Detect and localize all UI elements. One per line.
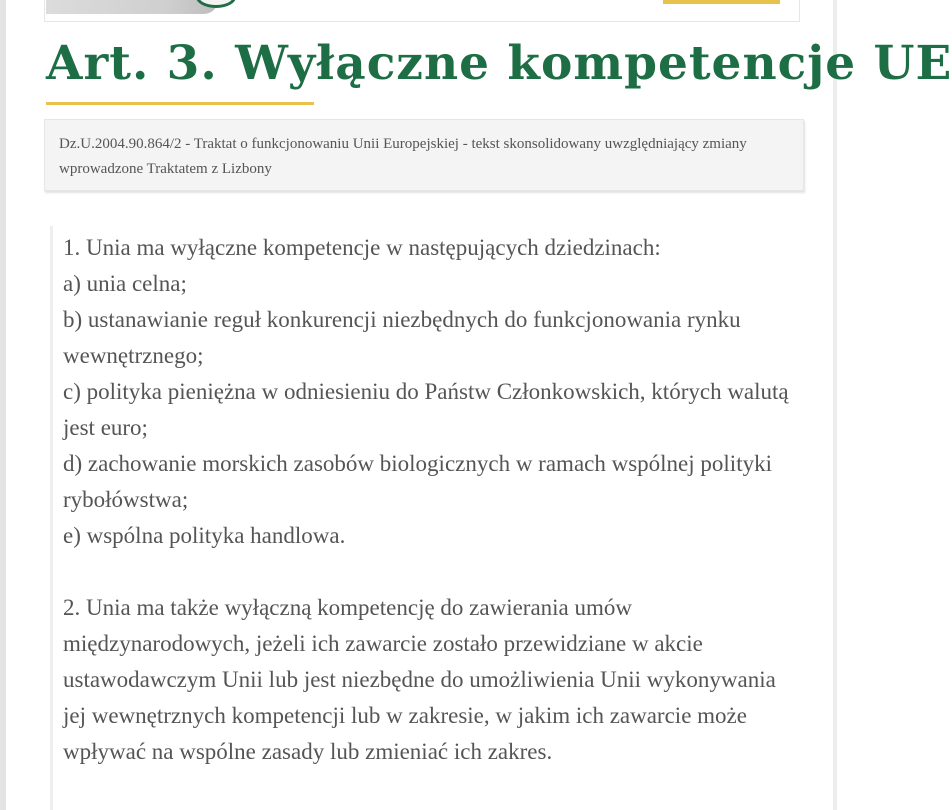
- article-body: [50, 226, 790, 810]
- paragraph-1-intro: 1. Unia ma wyłączne kompetencje w następujących dziedzinach:: [63, 235, 661, 260]
- list-item-b: b) ustanawianie reguł konkurencji niezbędnych do funkcjonowania rynku wewnętrznego;: [63, 307, 741, 368]
- title-underline: [46, 102, 314, 105]
- list-item-a: a) unia celna;: [63, 271, 187, 296]
- header-accent-bar: [663, 0, 780, 4]
- list-item-c: c) polityka pieniężna w odniesieniu do Państw Członkowskich, których walutą jest euro;: [63, 379, 789, 440]
- source-citation-text: Dz.U.2004.90.864/2 - Traktat o funkcjonowaniu Unii Europejskiej - tekst skonsolidowany uwzględniający zmiany wprowadzone Traktatem z Lizbony: [59, 136, 747, 177]
- source-citation: [44, 119, 804, 191]
- banner-image[interactable]: [46, 0, 218, 14]
- paragraph-spacer: [63, 554, 790, 590]
- page-scrollbar[interactable]: [833, 0, 837, 810]
- list-item-e: e) wspólna polityka handlowa.: [63, 523, 346, 548]
- page-title: Art. 3. Wyłączne kompetencje UE: [46, 36, 952, 91]
- paragraph-2: 2. Unia ma także wyłączną kompetencję do zawierania umów międzynarodowych, jeżeli ich zawarcie zostało przewidziane w akcie ustawodawczym Unii lub jest niezbędne do umożliwienia Unii wykonywania jej wewnętrznych kompetencji lub w zakresie, w jakim ich zawarcie może wpływać na wspólne zasady lub zmieniać ich zakres.: [63, 595, 776, 764]
- page-left-rail: [0, 0, 6, 810]
- list-item-d: d) zachowanie morskich zasobów biologicznych w ramach wspólnej polityki rybołówstwa;: [63, 451, 772, 512]
